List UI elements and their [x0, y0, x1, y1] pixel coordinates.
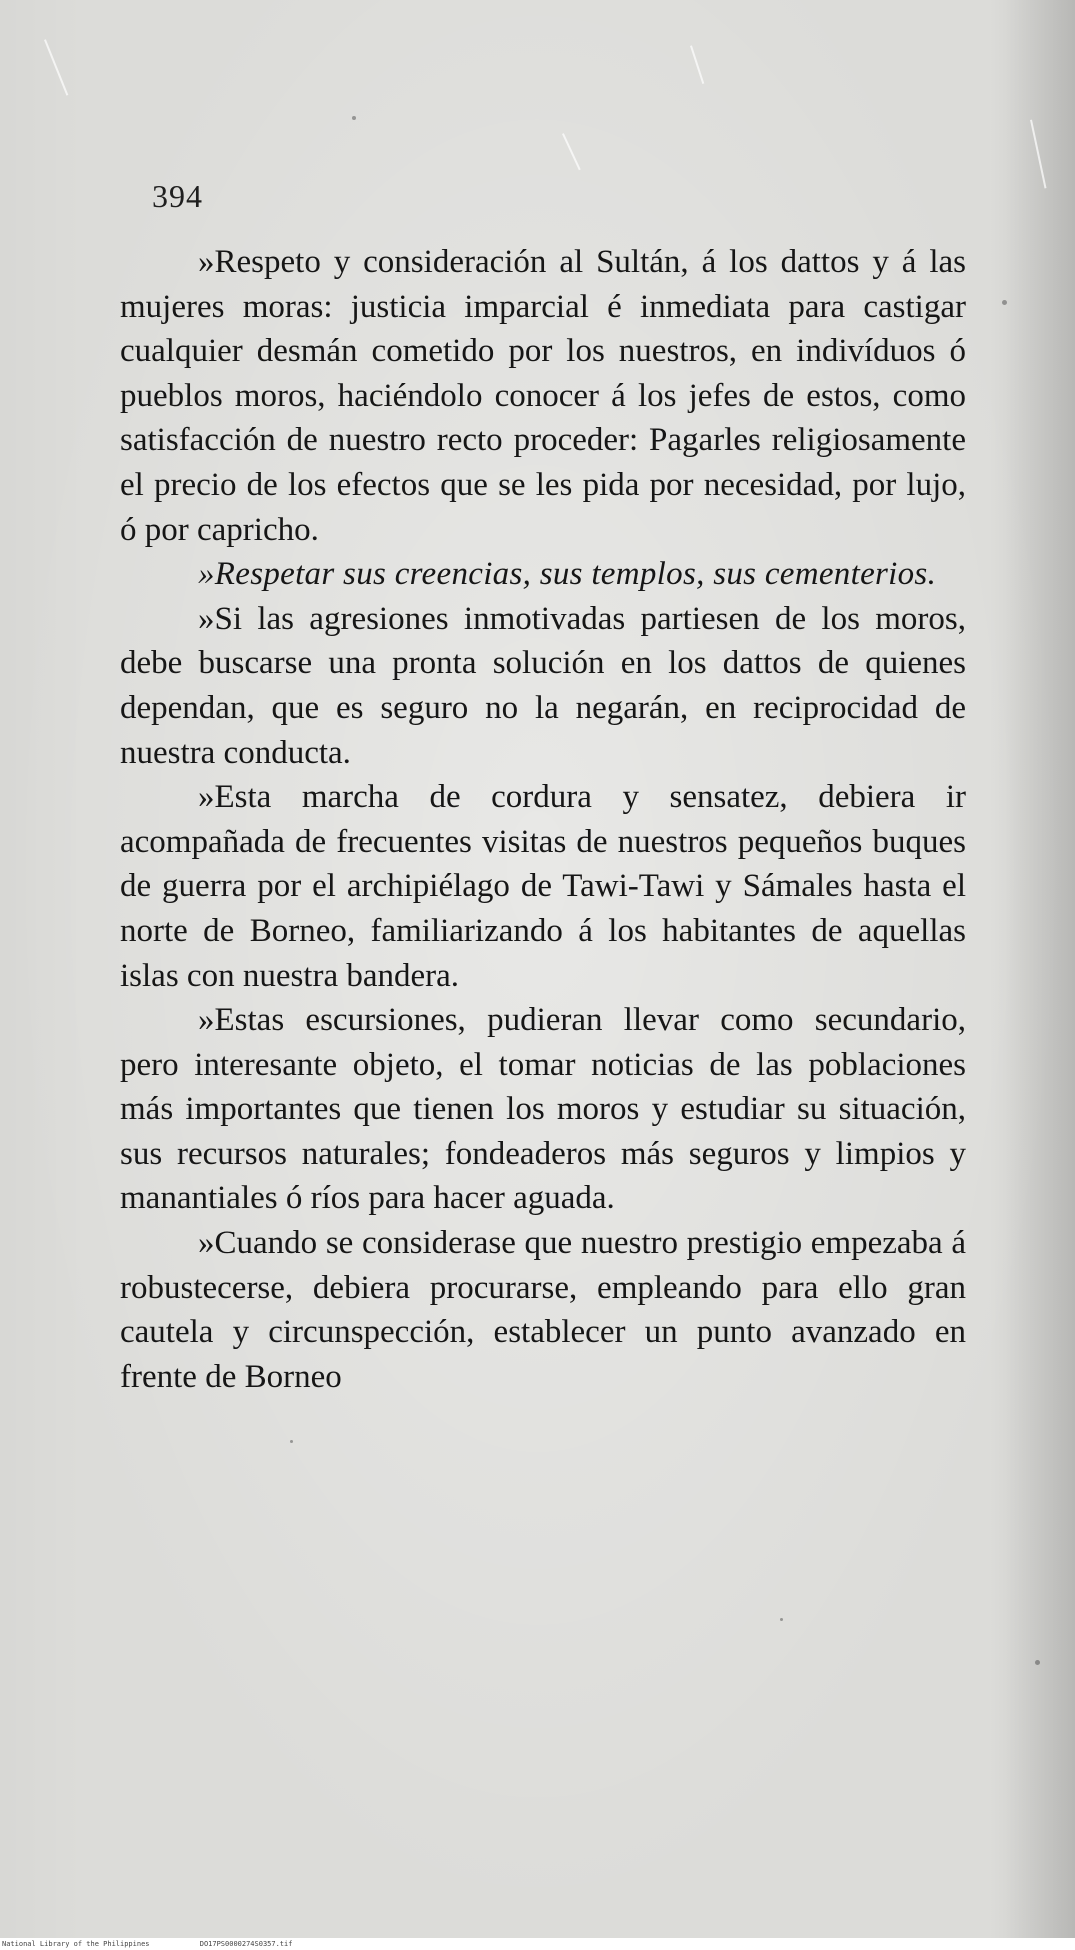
dust-speck	[780, 1618, 783, 1621]
body-text	[120, 240, 966, 1399]
paragraph-respeto: »Respeto y consideración al Sultán, á los dattos y á las mujeres moras: justicia imparcial é inmediata para castigar cualquier desmán cometido por los nuestros, en indivíduos ó pueblos moros, haciéndolo conocer á los jefes de estos, como satisfacción de nuestro recto proceder: Pagarles religiosamente el precio de los efectos que se les pida por necesidad, por lujo, ó por capricho.	[120, 244, 966, 548]
paragraph-agresiones: »Si las agresiones inmotivadas partiesen de los moros, debe buscarse una pronta solución en los dattos de quienes dependan, que es seguro no la negarán, en reciprocidad de nuestra conducta.	[120, 600, 966, 771]
film-scratch	[44, 39, 68, 95]
dust-speck	[1002, 300, 1007, 305]
page-edge-shadow	[1005, 0, 1075, 1938]
scan-footer	[0, 1938, 1075, 1950]
paragraph-escursiones: »Estas escursiones, pudieran llevar como secundario, pero interesante objeto, el tomar noticias de las poblaciones más importantes que tienen los moros y estudiar su situación, sus recursos naturales; fondeaderos más seguros y limpios y manantiales ó ríos para hacer aguada.	[120, 1002, 966, 1217]
dust-speck	[290, 1440, 293, 1443]
dust-speck	[352, 116, 356, 120]
paragraph-respetar-creencias: »Respetar sus creencias, sus templos, sus cementerios.	[198, 556, 937, 593]
paragraph-prestigio: »Cuando se considerase que nuestro prestigio empezaba á robustecerse, debiera procurarse, empleando para ello gran cautela y circunspección, establecer un punto avanzado en frente de Borneo	[120, 1225, 966, 1395]
dust-speck	[1035, 1660, 1040, 1665]
footer-file: DO17PS0000274S0357.tif	[199, 1940, 293, 1948]
film-scratch	[562, 133, 581, 170]
page-number: 394	[152, 178, 203, 214]
paragraph-marcha: »Esta marcha de cordura y sensatez, debiera ir acompañada de frecuentes visitas de nuestros pequeños buques de guerra por el archipiélago de Tawi-Tawi y Sámales hasta el norte de Borneo, familiarizando á los habitantes de aquellas islas con nuestra bandera.	[120, 779, 966, 994]
film-scratch	[690, 45, 704, 84]
footer-library: National Library of the Philippines	[2, 1940, 150, 1948]
